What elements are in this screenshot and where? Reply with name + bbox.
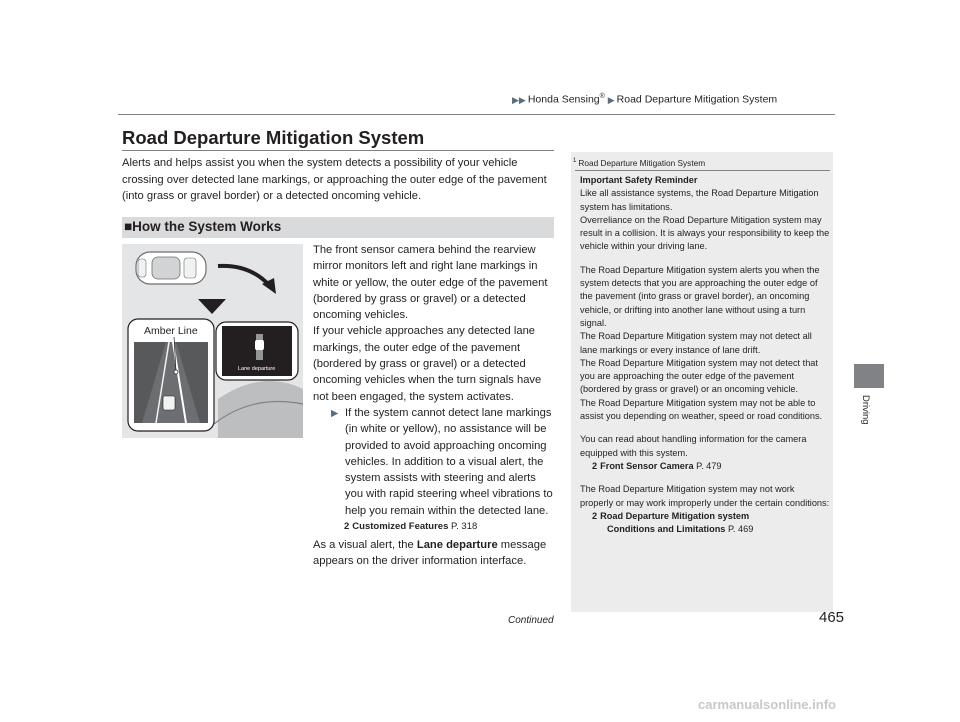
body-paragraph-2: If your vehicle approaches any detected lane markings, the outer edge of the pavement (bordered by grass or gravel) or a detected oncoming vehicles when the turn signals have not been engaged, the system activates. bbox=[313, 325, 542, 403]
header-divider bbox=[118, 114, 835, 115]
amber-line-label: Amber Line bbox=[144, 325, 198, 337]
breadcrumb-honda-sensing[interactable]: Honda Sensing bbox=[527, 93, 600, 106]
chapter-tab[interactable] bbox=[854, 364, 884, 388]
chevron-right-icon: ▶ bbox=[607, 94, 615, 105]
body-column bbox=[313, 242, 557, 570]
sidebar-text: Important Safety Reminder Like all assistance systems, the Road Departure Mitigation system has limitations. Overreliance on the Road Departure Mitigation system may result in a collision. It is always your responsibility to keep the vehicle within your driving lane. The Road Departure Mitigation system alerts you when the system detects that you are approaching the outer edge of the pavement (into grass or gravel border), an oncoming vehicle, or drifting into another lane without using a turn signal. The Road Departure Mitigation system may not detect all lane markings or every instance of lane drift. The Road Departure Mitigation system may not detect that you are approaching the outer edge of the pavement (bordered by grass or gravel) or an oncoming vehicle. The Road Departure Mitigation system may not be able to assist you depending on weather, speed or road conditions. You can read about handling information for the camera equipped with this system. 2 Front Sensor Camera P. 479 The Road Departure Mitigation system may not work properly or may work improperly under the certain conditions: 2 Road Departure Mitigation system Conditions and Limitations P. 469 bbox=[580, 175, 830, 535]
continued-label: Continued bbox=[508, 615, 554, 626]
body-paragraph-3: As a visual alert, the Lane departure message appears on the driver information interface. bbox=[313, 539, 547, 568]
lane-departure-display-text: Lane departure bbox=[238, 366, 276, 372]
triangle-bullet-icon: ▶ bbox=[331, 407, 339, 419]
reference-icon: 2 bbox=[592, 460, 598, 471]
xref-conditions-limitations[interactable]: 2 Road Departure Mitigation system bbox=[592, 510, 750, 521]
system-illustration bbox=[122, 244, 303, 438]
title-divider bbox=[122, 150, 554, 151]
body-paragraph-1: The front sensor camera behind the rearview mirror monitors left and right lane markings in white or yellow, the outer edge of the pavement (bordered by grass or gravel) or a detected oncoming vehicles. bbox=[313, 244, 548, 322]
sidebar-heading: $^1$ Road Departure Mitigation System bbox=[573, 158, 706, 168]
sidebar-divider bbox=[575, 170, 830, 171]
registered-mark: ® bbox=[599, 93, 605, 100]
breadcrumb bbox=[512, 93, 777, 106]
page-title: Road Departure Mitigation System bbox=[122, 127, 425, 148]
intro-paragraph: Alerts and helps assist you when the system detects a possibility of your vehicle crossing over detected lane markings, or approaching the outer edge of the pavement (into grass or gravel border) or a detected oncoming vehicle. bbox=[122, 157, 547, 202]
car-top-view-icon bbox=[136, 252, 206, 284]
reference-icon: 2 bbox=[592, 510, 598, 521]
xref-customized-features[interactable]: 2 Customized Features P. 318 bbox=[344, 521, 478, 533]
chapter-label: Driving bbox=[860, 395, 871, 425]
section-heading: ■How the System Works bbox=[124, 219, 282, 234]
reference-icon: 2 bbox=[344, 521, 350, 533]
page-number: 465 bbox=[819, 609, 845, 626]
breadcrumb-rdm[interactable]: Road Departure Mitigation System bbox=[616, 93, 778, 106]
safety-reminder-title: Important Safety Reminder bbox=[580, 175, 698, 185]
chevron-right-icon: ▶▶ bbox=[512, 94, 526, 105]
square-bullet-icon: ■ bbox=[124, 219, 133, 234]
xref-front-sensor-camera[interactable]: 2 Front Sensor Camera P. 479 bbox=[592, 460, 722, 471]
body-sub-note: ▶ If the system cannot detect lane markings (in white or yellow), no assistance will be provided to avoid approaching oncoming vehicles. In addition to a visual alert, the system assists with steering and alerts you with rapid steering wheel vibrations to help you remain within the detected lane. bbox=[331, 405, 557, 519]
watermark: carmanualsonline.info bbox=[698, 697, 836, 712]
